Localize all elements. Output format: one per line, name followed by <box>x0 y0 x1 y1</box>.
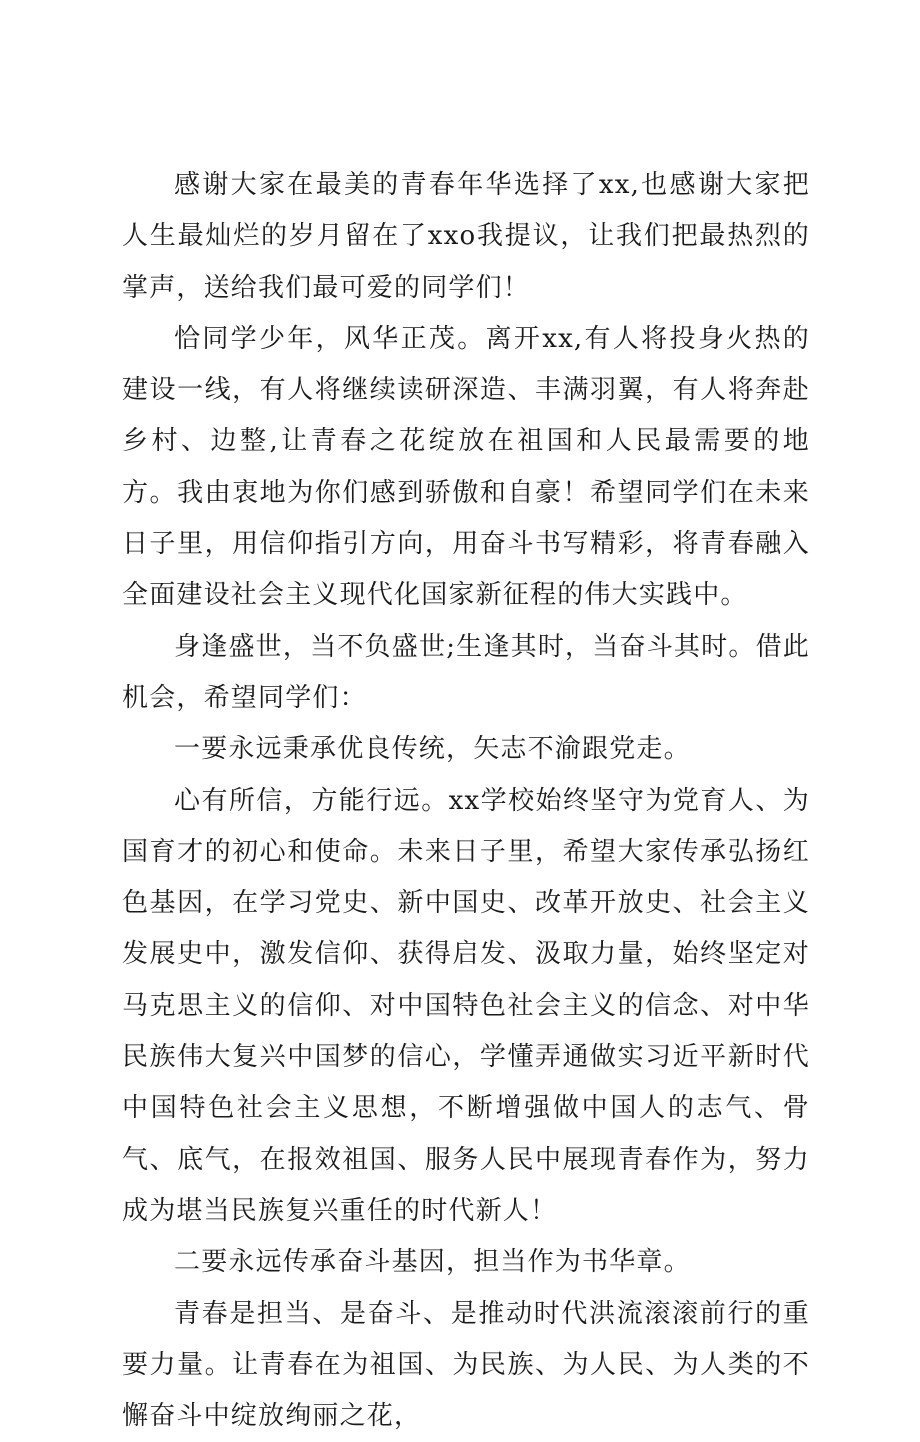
paragraph-thanks: 感谢大家在最美的青春年华选择了xx,也感谢大家把人生最灿烂的岁月留在了xxo我提议，让我们把最热烈的掌声，送给我们最可爱的同学们！ <box>122 170 810 303</box>
document-body <box>122 160 810 1442</box>
paragraph-heading-one: 一要永远秉承优良传统，矢志不渝跟党走。 <box>174 734 691 765</box>
paragraph-era: 身逢盛世，当不负盛世;生逢其时，当奋斗其时。借此机会，希望同学们： <box>122 631 810 713</box>
paragraph-belief: 心有所信，方能行远。xx学校始终坚守为党育人、为国育才的初心和使命。未来日子里，希望大家传承弘扬红色基因，在学习党史、新中国史、改革开放史、社会主义发展史中，激发信仰、获得启发、汲取力量，始终坚定对马克思主义的信仰、对中国特色社会主义的信念、对中华民族伟大复兴中国梦的信心，学懂弄通做实习近平新时代中国特色社会主义思想，不断增强做中国人的志气、骨气、底气，在报效祖国、服务人民中展现青春作为，努力成为堪当民族复兴重任的时代新人！ <box>122 785 810 1226</box>
paragraph-youth: 恰同学少年，风华正茂。离开xx,有人将投身火热的建设一线，有人将继续读研深造、丰满羽翼，有人将奔赴乡村、边整,让青春之花绽放在祖国和人民最需要的地方。我由衷地为你们感到骄傲和自豪！希望同学们在未来日子里，用信仰指引方向，用奋斗书写精彩，将青春融入全面建设社会主义现代化国家新征程的伟大实践中。 <box>122 323 810 611</box>
paragraph-struggle: 青春是担当、是奋斗、是推动时代洪流滚滚前行的重要力量。让青春在为祖国、为民族、为人民、为人类的不懈奋斗中绽放绚丽之花， <box>122 1298 810 1432</box>
paragraph-heading-two: 二要永远传承奋斗基因，担当作为书华章。 <box>174 1247 691 1278</box>
